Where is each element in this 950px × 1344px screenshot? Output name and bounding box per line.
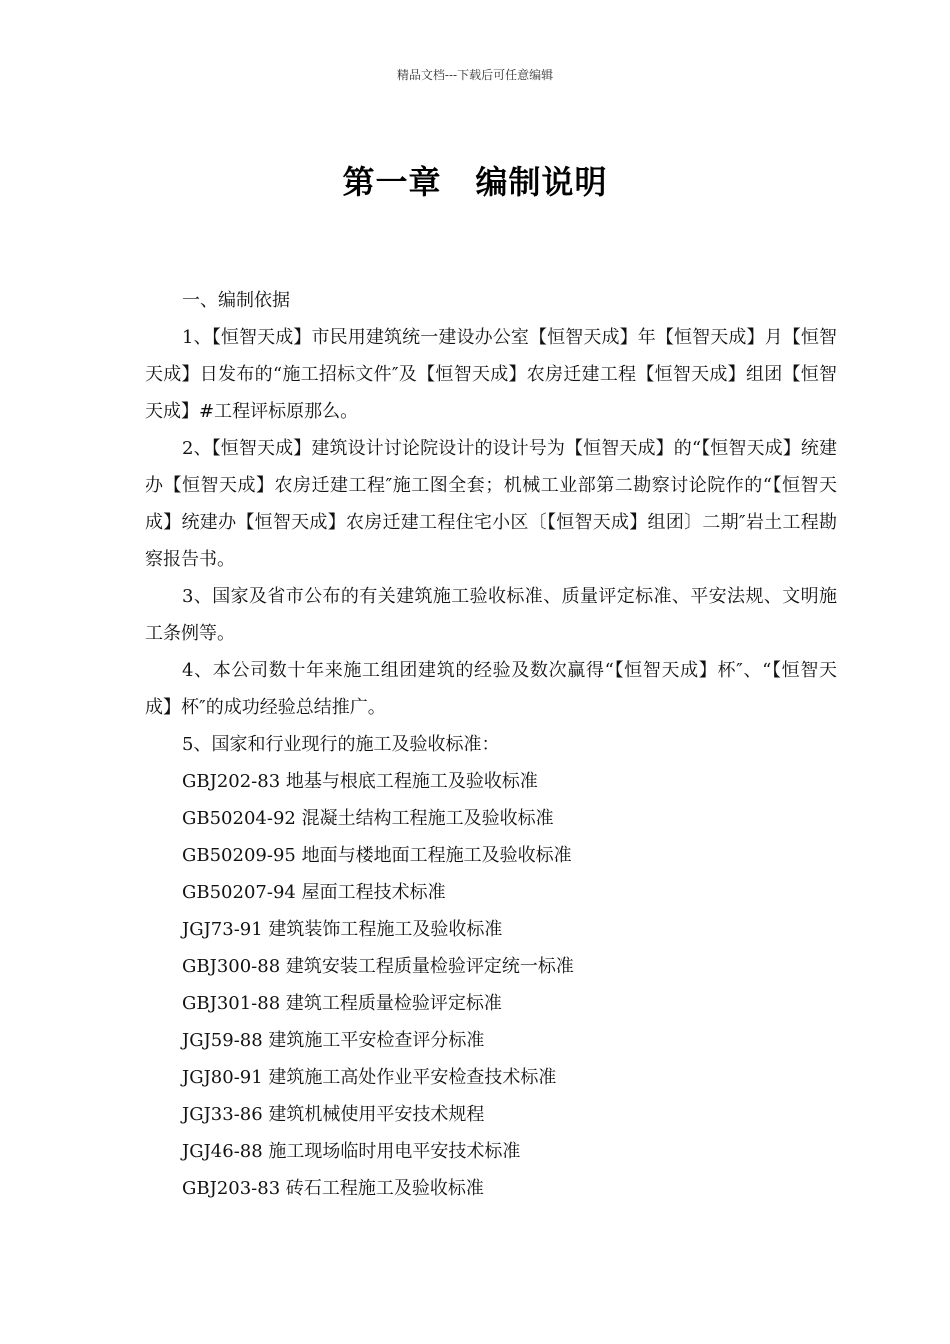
paragraph-3: 3、国家及省市公布的有关建筑施工验收标准、质量评定标准、平安法规、文明施工条例等。 [145, 586, 837, 644]
standards-list [145, 763, 837, 1207]
standard-item: GB50209-95 地面与楼地面工程施工及验收标准 [182, 845, 572, 866]
chapter-name: 编制说明 [475, 163, 608, 201]
page-header: 精品文档---下载后可任意编辑 [396, 68, 554, 82]
standard-item: GBJ300-88 建筑安装工程质量检验评定统一标准 [182, 956, 574, 977]
standard-item: JGJ59-88 建筑施工平安检查评分标准 [182, 1030, 485, 1051]
standard-item: GBJ203-83 砖石工程施工及验收标准 [182, 1178, 484, 1199]
document-body [145, 282, 837, 1207]
chapter-title [0, 157, 950, 203]
chapter-number: 第一章 [342, 163, 442, 201]
standard-item: GB50204-92 混凝土结构工程施工及验收标准 [182, 808, 554, 829]
standard-item: JGJ46-88 施工现场临时用电平安技术标准 [182, 1141, 521, 1162]
standard-item: JGJ80-91 建筑施工高处作业平安检查技术标准 [182, 1067, 557, 1088]
standard-item: JGJ33-86 建筑机械使用平安技术规程 [182, 1104, 485, 1125]
standard-item: GBJ202-83 地基与根底工程施工及验收标准 [182, 771, 538, 792]
paragraph-2: 2、【恒智天成】建筑设计讨论院设计的设计号为【恒智天成】的“【恒智天成】统建办【恒智天成】农房迁建工程″施工图全套；机械工业部第二勘察讨论院作的“【恒智天成】统建办【恒智天成】农房迁建工程住宅小区〔【恒智天成】组团〕二期″岩土工程勘察报告书。 [145, 438, 837, 570]
standard-item: GBJ301-88 建筑工程质量检验评定标准 [182, 993, 502, 1014]
paragraph-1: 1、【恒智天成】市民用建筑统一建设办公室【恒智天成】年【恒智天成】月【恒智天成】日发布的“施工招标文件″及【恒智天成】农房迁建工程【恒智天成】组团【恒智天成】#工程评标原那么。 [145, 327, 837, 422]
standard-item: JGJ73-91 建筑装饰工程施工及验收标准 [182, 919, 503, 940]
paragraph-4: 4、本公司数十年来施工组团建筑的经验及数次赢得“【恒智天成】杯″、“【恒智天成】杯″的成功经验总结推广。 [145, 660, 837, 718]
section-heading: 一、编制依据 [182, 290, 290, 311]
paragraph-5: 5、国家和行业现行的施工及验收标准： [182, 734, 500, 755]
standard-item: GB50207-94 屋面工程技术标准 [182, 882, 446, 903]
